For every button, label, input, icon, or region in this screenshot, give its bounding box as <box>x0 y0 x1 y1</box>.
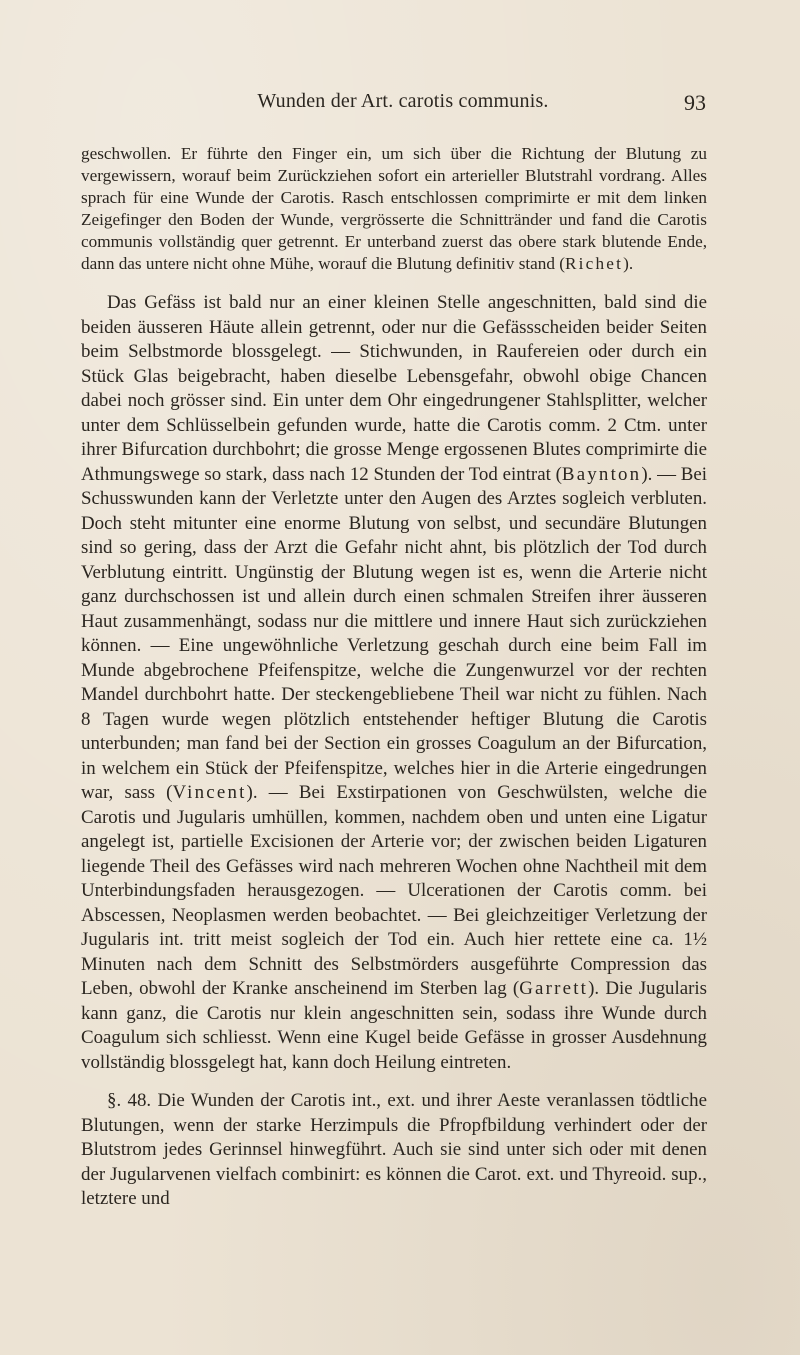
page-number: 93 <box>684 90 706 115</box>
page-header <box>100 90 706 114</box>
section-48-paragraph <box>81 1089 707 1212</box>
paragraph-text: ). <box>623 254 634 273</box>
paragraph-text: geschwollen. Er führte den Finger ein, um sich über die Richtung der Blutung zu vergewissern, worauf beim Zurückziehen sofort ein arterieller Blutstrahl vordrang. Alles sprach für eine Wunde der Carotis. Rasch entschlossen comprimirte er mit dem linken Zeigefinger den Boden der Wunde, vergrösserte die Schnittränder und fand die Carotis communis vollständig quer getrennt. Er unterband zuerst das obere stark blutende Ende, dann das untere nicht ohne Mühe, worauf die Blutung definitiv stand ( <box>81 144 707 273</box>
author-citation: Vincent <box>172 782 247 803</box>
author-citation: Garrett <box>519 978 589 999</box>
author-citation: Richet <box>565 254 624 273</box>
author-citation: Baynton <box>561 463 642 485</box>
paragraph-wound-types <box>81 291 707 1075</box>
paragraph-text: ). — Bei Exstirpationen von Geschwülsten, welche die Carotis und Jugularis umhüllen, kommen, nachdem oben und unten eine Ligatur angelegt ist, partielle Excisionen der Arterie vor; der zwischen beiden Ligaturen liegende Theil des Gefässes wird nach mehreren Wochen ohne Nachtheil mit dem Unterbindungsfaden herausgezogen. — Ulcerationen der Carotis comm. bei Abscessen, Neoplasmen werden beobachtet. — Bei gleichzeitiger Verletzung der Jugularis int. tritt meist sogleich der Tod ein. Auch hier rettete eine ca. 1½ Minuten nach dem Schnitt des Selbstmörders ausgeführte Compression das Leben, obwohl der Kranke anscheinend im Sterben lag ( <box>81 782 708 999</box>
body-text <box>81 143 707 1212</box>
running-title: Wunden der Art. carotis communis. <box>257 90 549 112</box>
paragraph-text: ). Die Jugularis kann ganz, die Carotis nur klein angeschnitten sein, sodass ihre Wunde durch Coagulum sich schliesst. Wenn eine Kugel beide Gefässe in grosser Ausdehnung vollständig blossgelegt hat, kann doch Heilung eintreten. <box>81 978 707 1073</box>
paragraph-text: §. 48. Die Wunden der Carotis int., ext. und ihrer Aeste veranlassen tödtliche Blutungen, wenn der starke Herzimpuls die Pfropfbildung verhindert oder der Blutstrom jedes Gerinnsel hinwegführt. Auch sie sind unter sich oder mit denen der Jugularvenen vielfach combinirt: es können die Carot. ext. und Thyreoid. sup., letztere und <box>81 1090 707 1209</box>
paragraph-text: ). — Bei Schusswunden kann der Verletzte unter den Augen des Arztes sogleich verbluten. Doch steht mitunter eine enorme Blutung von selbst, und secundäre Blutungen sind so gering, dass der Arzt die Gefahr nicht ahnt, bis plötzlich der Tod durch Verblutung eintritt. Ungünstig der Blutung wegen ist es, wenn die Arterie nicht ganz durchschossen ist und allein durch einen schmalen Streifen ihrer äusseren Haut zusammenhängt, sodass nur die mittlere und innere Haut sich zurückziehen können. — Eine ungewöhnliche Verletzung geschah durch eine beim Fall im Munde abgebrochene Pfeifenspitze, welche die Zungenwurzel vor der rechten Mandel durchbohrt hatte. Der steckengebliebene Theil war nicht zu fühlen. Nach 8 Tagen wurde wegen plötzlich entstehender heftiger Blutung die Carotis unterbunden; man fand bei der Section ein grosses Coagulum an der Bifurcation, in welchem ein Stück der Pfeifenspitze, welches hier in die Arterie eingedrungen war, sass ( <box>81 463 707 803</box>
paragraph-continuation <box>81 143 707 275</box>
paragraph-text: Das Gefäss ist bald nur an einer kleinen Stelle angeschnitten, bald sind die beiden äusseren Häute allein getrennt, oder nur die Gefässscheiden beider Seiten beim Selbstmorde blossgelegt. — Stichwunden, in Raufereien oder durch ein Stück Glas beigebracht, haben dieselbe Lebensgefahr, obwohl obige Chancen dabei noch grösser sind. Ein unter dem Ohr eingedrungener Stahlsplitter, welcher unter dem Schlüsselbein gefunden wurde, hatte die Carotis comm. 2 Ctm. unter ihrer Bifurcation durchbohrt; die grosse Menge ergossenen Blutes comprimirte die Athmungswege so stark, dass nach 12 Stunden der Tod eintrat ( <box>81 292 707 485</box>
